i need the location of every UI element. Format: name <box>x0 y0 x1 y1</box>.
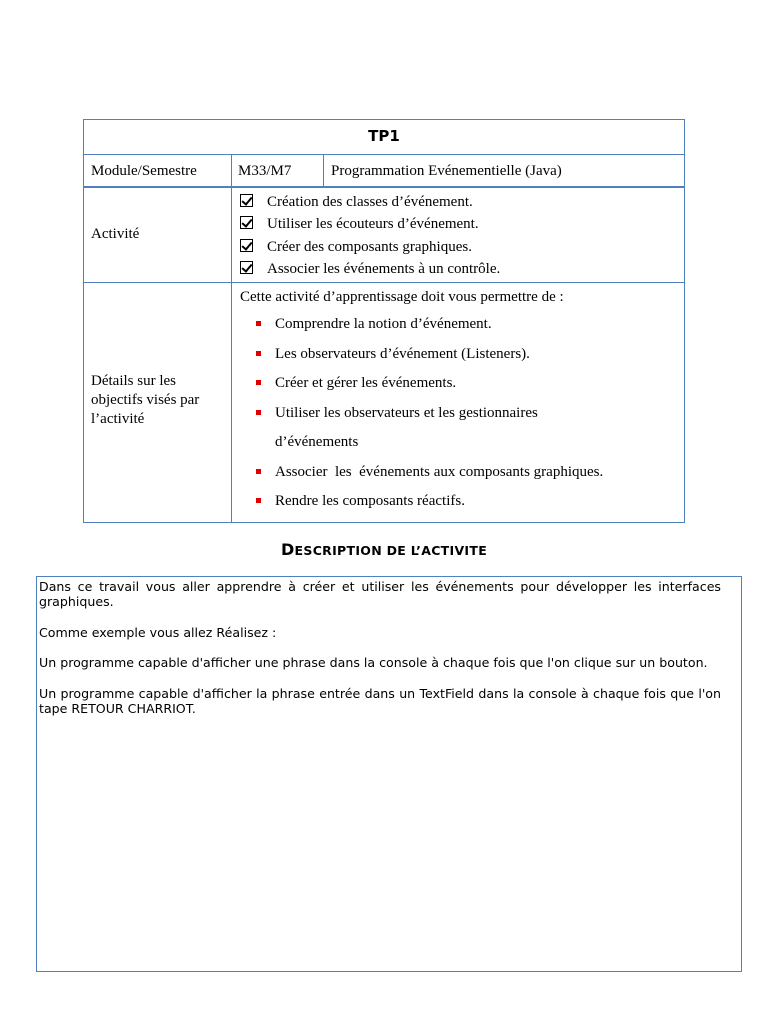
list-item: Créer et gérer les événements. <box>240 369 684 399</box>
red-square-bullet-icon <box>256 410 261 415</box>
description-paragraph: Comme exemple vous allez Réalisez : <box>39 624 277 640</box>
objectives-list <box>240 305 684 517</box>
list-item: Comprendre la notion d’événement. <box>240 310 684 340</box>
description-paragraph: Un programme capable d'afficher la phrase entrée dans un TextField dans la console à chaque fois que l'on tape RETOUR CHARRIOT. <box>39 685 721 716</box>
list-item: Associer les événements aux composants graphiques. <box>240 458 684 488</box>
activite-label: Activité <box>84 188 232 282</box>
module-name: Programmation Evénementielle (Java) <box>331 163 562 179</box>
table-title-row <box>84 120 684 155</box>
tp-table <box>83 119 685 523</box>
section-title: DESCRIPTION DE L’ACTIVITE <box>280 540 488 559</box>
activite-checklist <box>240 188 684 281</box>
list-item: Associer les événements à un contrôle. <box>240 259 684 282</box>
table-title: TP1 <box>368 127 400 145</box>
list-item: Utiliser les observateurs et les gestionnaires d’événements <box>240 399 605 458</box>
activite-content <box>232 188 684 282</box>
details-row <box>84 283 684 522</box>
description-paragraph: Un programme capable d'afficher une phrase dans la console à chaque fois que l'on clique sur un bouton. <box>39 655 708 670</box>
list-item: Création des classes d’événement. <box>240 191 684 214</box>
list-item: Rendre les composants réactifs. <box>240 487 684 517</box>
checked-box-icon <box>240 194 253 207</box>
red-square-bullet-icon <box>256 469 261 474</box>
list-item: Créer des composants graphiques. <box>240 236 684 259</box>
list-item: Utiliser les écouteurs d’événement. <box>240 214 684 237</box>
description-box <box>36 576 742 972</box>
module-label: Module/Semestre <box>84 155 232 186</box>
checked-box-icon <box>240 261 253 274</box>
activite-row <box>84 188 684 283</box>
module-row <box>84 155 684 188</box>
details-intro: Cette activité d’apprentissage doit vous permettre de : <box>240 289 564 305</box>
checked-box-icon <box>240 239 253 252</box>
module-code: M33/M7 <box>232 155 324 186</box>
list-item: Les observateurs d’événement (Listeners). <box>240 340 684 370</box>
details-label: Détails sur les objectifs visés par l’activité <box>84 283 232 522</box>
red-square-bullet-icon <box>256 351 261 356</box>
checked-box-icon <box>240 216 253 229</box>
red-square-bullet-icon <box>256 380 261 385</box>
red-square-bullet-icon <box>256 498 261 503</box>
description-paragraph: Dans ce travail vous aller apprendre à créer et utiliser les événements pour développer les interfaces graphiques. <box>39 579 721 609</box>
details-content <box>232 283 684 522</box>
red-square-bullet-icon <box>256 321 261 326</box>
